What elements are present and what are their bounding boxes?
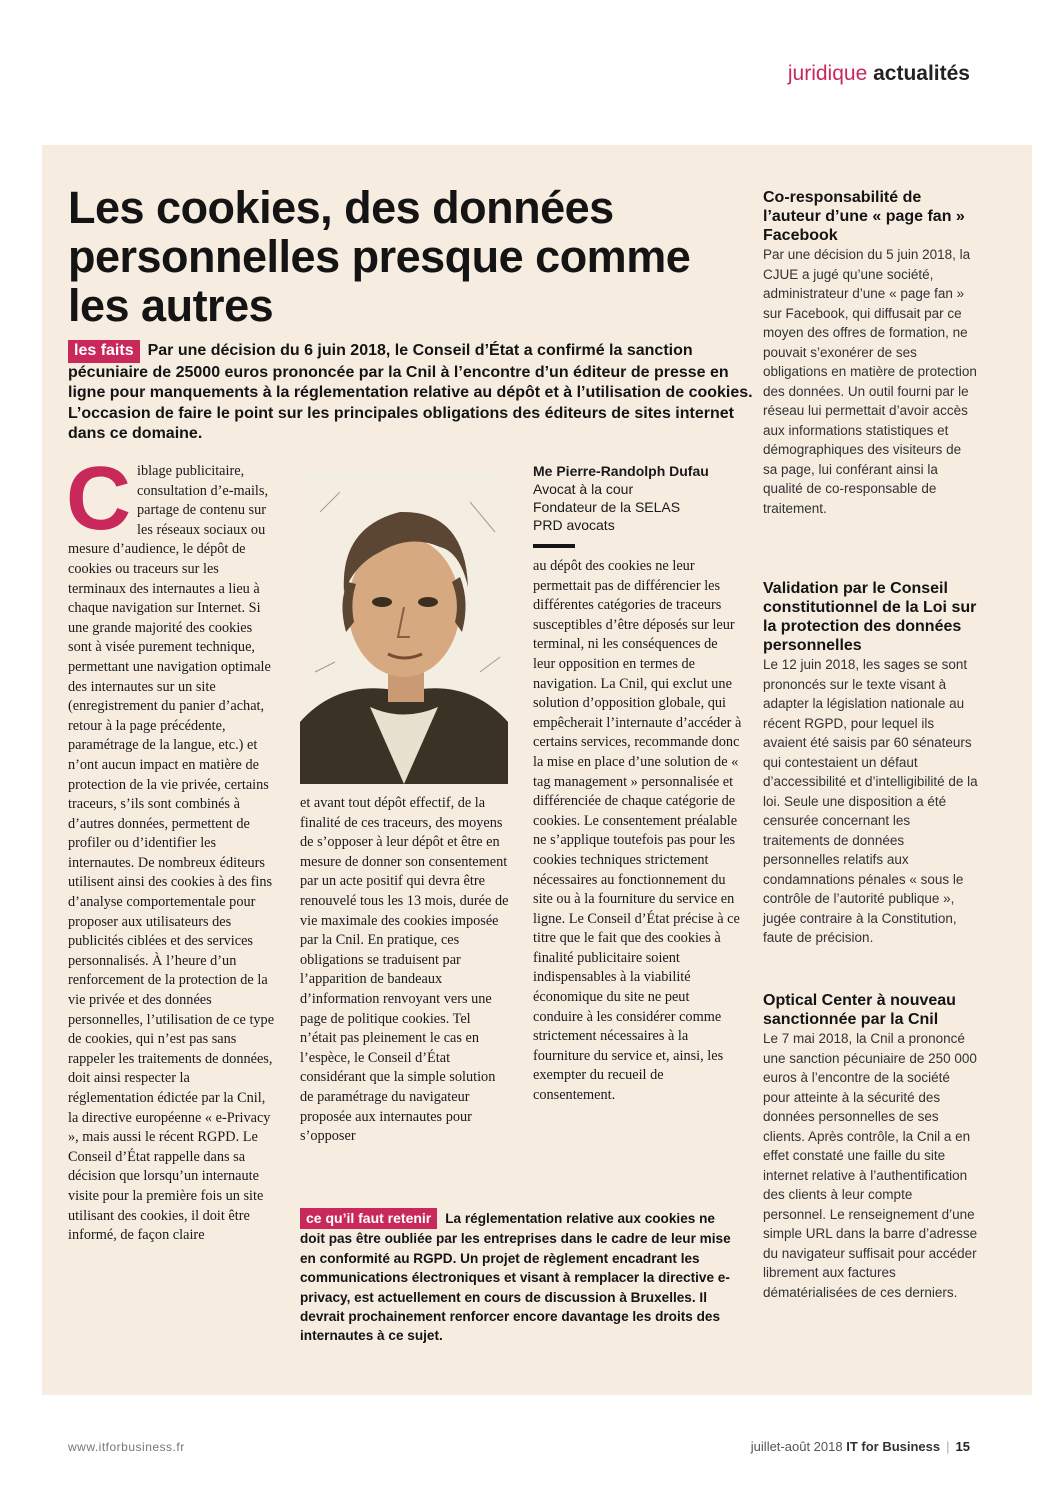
column-2-text: et avant tout dépôt effectif, de la finalité de ces traceurs, des moyens de s’opposer à leur dépôt et être en mesure de donner son consentement par un acte positif qui devra être renouvelé tous les 13 mois, durée de vie maximale des cookies imposée par la Cnil. En pratique, ces obligations se traduisent par l’apparition de bandeaux d’information renvoyant vers une page de politique cookies. Tel n’était pas pleinement le cas en l’espèce, le Conseil d’État considérant que la simple solution de paramétrage du navigateur proposée aux internautes pour s’opposer [300,795,509,1145]
sidebar-news-2 [763,579,978,948]
article-standfirst [68,340,758,445]
drop-cap: C [66,449,131,549]
sidebar-news-3-title: Optical Center à nouveau sanctionnée par la Cnil [763,992,956,1028]
takeaway-tag: ce qu’il faut retenir [300,1208,437,1229]
column-1-text: iblage publicitaire, consultation d’e-mails, partage de contenu sur les réseaux sociaux ou mesure d’audience, le dépôt de cookies ou traceurs sur les terminaux des internautes a lieu à chaque navigation sur Internet. Si une grande majorité des cookies sont à visée purement technique, permettant une navigation optimale des internautes sur un site (enregistrement du panier d’achat, retour à la page précédente, paramétrage de la langue, etc.) et n’ont aucun impact en matière de protection de la vie privée, certains traceurs, s’ils sont combinés à d’autres données, permettent de profiler ou d’identifier les internautes. De nombreux éditeurs utilisent ainsi des cookies à des fins d’analyse comportementale pour proposer aux utilisateurs des publicités ciblées et des services personnalisés. À l’heure d’un renforcement de la protection de la vie privée et des données personnelles, l’utilisation de ce type de cookies, qui n’est pas sans rappeler les traitements de données, doit ainsi respecter la réglementation édictée par la Cnil, la directive européenne « e-Privacy », mais aussi le récent RGPD. Le Conseil d’État rappelle dans sa décision que lorsqu’un internaute visite pour la première fois un site utilisant des cookies, il doit être informé, de façon claire [68,463,275,1244]
footer-website-url: www.itforbusiness.fr [68,1440,185,1454]
author-role-3: PRD avocats [533,517,615,533]
sidebar-news-3 [763,991,978,1302]
sidebar-news-1-body: Par une décision du 5 juin 2018, la CJUE a jugé qu’une société, administrateur d’une « page fan » sur Facebook, qui diffusait par ce moyen des offres de formation, ne pouvait s’exonérer de ses obligations en matière de protection des données. Un outil fourni par le réseau lui permettait d’avoir accès aux informations statistiques et démographiques des visiteurs de sa page, lui conférant ainsi la qualité de co-responsable de traitement. [763,247,977,516]
rubric-category: actualités [873,62,970,85]
sidebar-news-1-title: Co-responsabilité de l’auteur d’une « page fan » Facebook [763,189,965,244]
rubric-section: juridique [787,62,868,85]
footer-separator: | [946,1439,950,1454]
author-block [533,462,743,534]
footer-magazine-name: IT for Business [846,1439,941,1454]
article-column-2 [300,794,510,1147]
section-rubric [788,62,970,86]
article-title: Les cookies, des données personnelles presque comme les autres [68,182,691,331]
sidebar-news-3-body: Le 7 mai 2018, la Cnil a prononcé une sanction pécuniaire de 250 000 euros à l’encontre de la société pour atteinte à la sécurité des données personnelles de ses clients. Après contrôle, la Cnil a en effet constaté une faille du site internet relative à l’authentification des clients à leur compte personnel. Le renseignement d’une simple URL dans la barre d’adresse du navigateur suffisait pour accéder librement aux factures dématérialisées de ces derniers. [763,1031,978,1300]
author-role-2: Fondateur de la SELAS [533,499,681,515]
author-name: Me Pierre-Randolph Dufau [533,463,709,479]
author-divider [533,544,575,548]
article-column-3 [533,557,743,1106]
key-takeaway-box [300,1208,740,1346]
takeaway-text: La réglementation relative aux cookies ne doit pas être oubliée par les entreprises dans le cadre de leur mise en conformité au RGPD. Un projet de règlement encadrant les communications électroniques et visant à remplacer la directive e-privacy, est actuellement en cours de discussion à Bruxelles. Il devrait prochainement renforcer encore davantage les droits des internautes à ce sujet. [300,1211,731,1344]
standfirst-text: Par une décision du 6 juin 2018, le Conseil d’État a confirmé la sanction pécuniaire de 25000 euros prononcée par la Cnil à l’encontre d’un éditeur de presse en ligne pour manquements à la réglementation relative au dépôt et à l’utilisation de cookies. L’occasion de faire le point sur les principales obligations des éditeurs de sites internet dans ce domaine. [68,342,753,442]
footer-issue-date: juillet-août 2018 [750,1439,843,1454]
author-role-1: Avocat à la cour [533,481,634,497]
sidebar-news-2-body: Le 12 juin 2018, les sages se sont prononcés sur le texte visant à adapter la législation nationale au récent RGPD, pour lequel ils avaient été saisis par 60 sénateurs qui contestaient un défaut d’accessibilité et d’intelligibilité de la loi. Seule une disposition a été censurée concernant les traitements de données personnelles relatifs aux condamnations pénales « sous le contrôle de l’autorité publique », jugée contraire à la Constitution, faute de précision. [763,657,978,945]
facts-tag: les faits [68,340,140,363]
article-column-1 [66,449,276,1246]
sidebar-news-1 [763,188,978,518]
page-number: 15 [955,1439,970,1454]
sidebar-news-2-title: Validation par le Conseil constitutionnel de la Loi sur la protection des données personnelles [763,580,977,654]
author-portrait-illustration [300,472,508,784]
column-3-text: au dépôt des cookies ne leur permettait pas de différencier les différentes catégories de traceurs susceptibles d’être déposés sur leur terminal, ni les conséquences de leur opposition en termes de navigation. La Cnil, qui exclut une solution d’opposition globale, qui empêcherait l’internaute d’accéder à certains services, recommande donc la mise en place d’une solution de « tag management » personnalisée et différenciée de chaque catégorie de cookies. Le consentement préalable ne s’applique toutefois pas pour les cookies techniques strictement nécessaires au fonctionnement du site ou à la fourniture du service en ligne. Le Conseil d’État précise à ce titre que le fait que des cookies à finalité publicitaire soient indispensables à la viabilité économique du site ne peut conduire à les considérer comme strictement nécessaires à la fourniture du service et, ainsi, les exempter du recueil de consentement. [533,558,742,1104]
footer-issue-info [751,1439,970,1454]
